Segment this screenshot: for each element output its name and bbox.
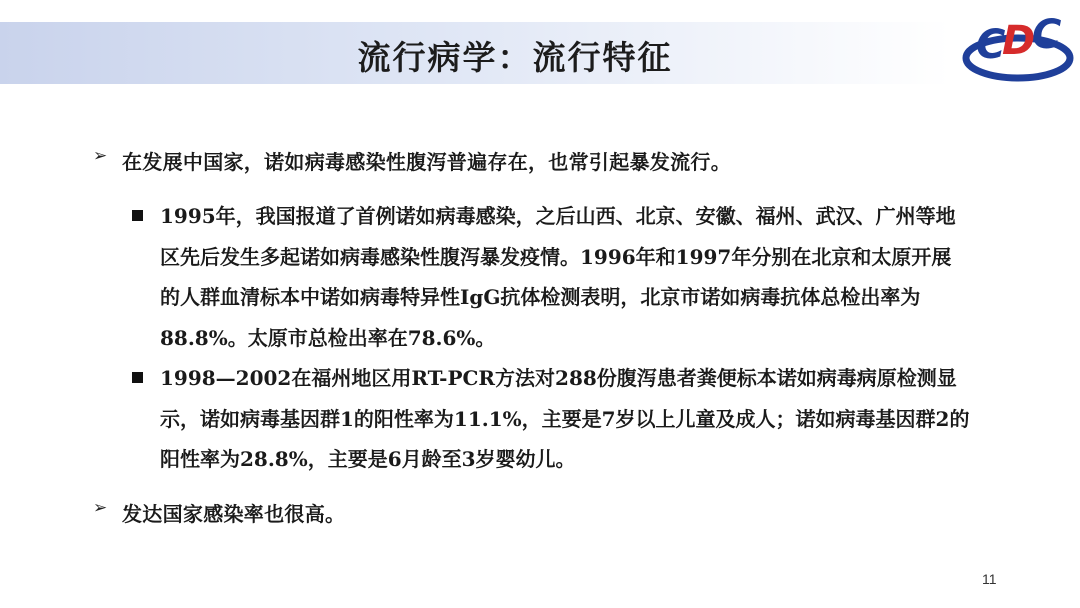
svg-text:C: C (1032, 12, 1062, 58)
bullet-item (93, 498, 993, 526)
slide-title: 流行病学：流行特征 (357, 38, 673, 77)
square-bullet-icon (132, 210, 143, 221)
cdc-logo (962, 12, 1074, 86)
square-bullet-icon (132, 372, 143, 383)
bullet-item (93, 146, 993, 174)
sub-bullet-text: 1995年，我国报道了首例诺如病毒感染，之后山西、北京、安徽、福州、武汉、广州等地区先后发生多起诺如病毒感染性腹泻暴发疫情。1996年和1997年分别在北京和太原开展的人群血清标本中诺如病毒特异性IgG抗体检测表明，北京市诺如病毒抗体总检出率为88.8%。太原市总检出率在78.6%。 (160, 204, 956, 350)
page-number: 11 (982, 571, 997, 587)
bullet-text: 发达国家感染率也很高。 (122, 502, 346, 526)
arrow-bullet-icon: ➢ (93, 146, 108, 166)
sub-bullet-text: 1998—2002在福州地区用RT-PCR方法对288份腹泻患者粪便标本诺如病毒病原检测显示，诺如病毒基因群1的阳性率为11.1%，主要是7岁以上儿童及成人；诺如病毒基因群2的阳性率为28.8%，主要是6月龄至3岁婴幼儿。 (160, 366, 970, 471)
arrow-bullet-icon: ➢ (93, 498, 108, 518)
svg-text:D: D (1002, 18, 1036, 64)
bullet-text: 在发展中国家，诺如病毒感染性腹泻普遍存在，也常引起暴发流行。 (122, 150, 731, 174)
svg-text:C: C (976, 22, 1006, 68)
